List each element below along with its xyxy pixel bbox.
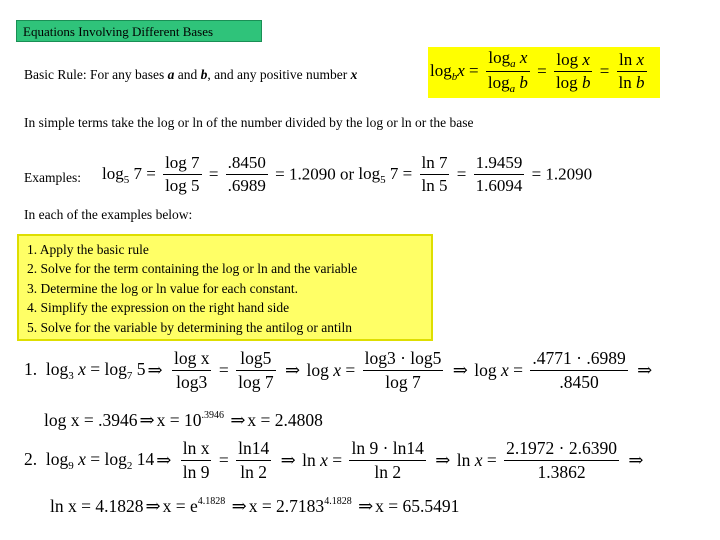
p2-n1: ln x	[181, 438, 212, 461]
example-den1: log 5	[165, 176, 200, 195]
steps-list	[17, 234, 433, 341]
problem-1-line-2: log x = .3946 ⇒ $x = 10^{.3946}$ ⇒ x = 2.4808	[44, 410, 323, 430]
example-result2: = 1.2090	[531, 164, 593, 184]
step-2: 2. Solve for the term containing the log or ln and the variable	[27, 261, 358, 277]
p1-line2c: x = 2.4808	[247, 410, 323, 430]
p2-d3: ln 2	[374, 462, 402, 482]
basic-rule-and: and	[174, 67, 201, 82]
p2-n4: 2.1972 · 2.6390	[504, 438, 619, 461]
p1-line2a: log x = .3946	[44, 410, 138, 430]
p1-d1: log3	[176, 372, 208, 392]
p1-d2: log 7	[238, 372, 274, 392]
basic-rule-text	[24, 67, 357, 83]
example-num4: 1.9459	[474, 153, 525, 175]
p1-n3: log3 · log5	[363, 348, 444, 371]
p2-d4: 1.3862	[537, 462, 586, 482]
example-result1: = 1.2090	[275, 164, 336, 184]
example-den2: .6989	[227, 176, 266, 195]
problem-2-line-2: ln x = 4.1828 ⇒ $x = e^{4.1828}$ ⇒ $x = 2.7183^{4.1828}$ ⇒ x = 65.5491	[50, 496, 460, 516]
p1-exp: .3946	[201, 410, 224, 421]
problem-1-label: 1.	[24, 359, 38, 379]
examples-formula: $\log_5 7$ = $\frac{\log 7}{\log 5}$ = $\frac{.8450}{.6989}$ = 1.2090 or $\log_5 7$ = $\frac{\ln 7}{\ln 5}$ = $\frac{1.9459}{1.6094}$ = 1.2090	[102, 153, 593, 195]
step-3: 3. Determine the log or ln value for each constant.	[27, 280, 299, 296]
example-den3: ln 5	[421, 176, 448, 195]
basic-rule-formula: $\log_bx$ = $\frac{\log_a x}{\log_a b}$ = $\frac{\text{log x}}{\text{log b}}$ = $\frac{\text{ln x}}{\text{ln b}}$	[428, 47, 660, 98]
problem-2-label: 2.	[24, 449, 38, 469]
p2-n3: ln 9 · ln14	[349, 438, 425, 461]
basic-rule-prefix: Basic Rule: For any bases	[24, 67, 168, 82]
p2-d2: ln 2	[240, 462, 268, 482]
example-den4: 1.6094	[475, 176, 523, 195]
step-1: 1. Apply the basic rule	[27, 242, 149, 257]
basic-rule-b: b	[200, 67, 208, 82]
p2-exp2: 4.1828	[324, 496, 352, 507]
p1-d3: log 7	[385, 372, 421, 392]
p2-line2d: x = 65.5491	[375, 496, 460, 516]
step-5: 5. Solve for the variable by determining the antilog or antiln	[27, 319, 353, 335]
example-num3: ln 7	[420, 153, 450, 175]
p1-n1: log x	[172, 348, 212, 371]
example-num2: .8450	[226, 153, 268, 175]
p2-exp1: 4.1828	[197, 496, 226, 507]
p1-d4: .8450	[559, 372, 599, 392]
p2-d1: ln 9	[182, 462, 210, 482]
problem-1-line-1: 1. $\log_3 x = \log_7 5$ ⇒ $\frac{\text{log x}}{\log 3}$ = $\frac{\log 5}{\log 7}$ ⇒ log x = $\frac{\log 3 \cdot \log 5}{\log 7}$ ⇒ log x = $\frac{.4771 \cdot .6989}{.8450}$ ⇒	[24, 348, 653, 392]
each-examples-text: In each of the examples below:	[24, 207, 193, 222]
step-4: 4. Simplify the expression on the right hand side	[27, 300, 290, 316]
basic-rule-x: x	[350, 67, 358, 82]
problem-2-line-1: 2. $\log_9 x = \log_2 14$ ⇒ $\frac{\text{ln x}}{\ln 9}$ = $\frac{\ln 14}{\ln 2}$ ⇒ ln x = $\frac{\ln 9 \cdot \ln 14}{\ln 2}$ ⇒ ln x = $\frac{2.1972 \cdot 2.6390}{1.3862}$ ⇒	[24, 438, 644, 482]
page-title: Equations Involving Different Bases	[16, 20, 262, 42]
simple-terms-text: In simple terms take the log or ln of the number divided by the log or ln or the base	[24, 115, 474, 130]
p1-line2b: x = 10	[156, 410, 202, 430]
p2-n2: ln14	[236, 438, 271, 461]
p1-n4: .4771 · .6989	[530, 348, 627, 371]
p2-line2c: x = 2.7183	[248, 496, 325, 516]
basic-rule-a: a	[167, 67, 175, 82]
p2-line2b: x = e	[162, 496, 198, 516]
example-or: or	[340, 164, 355, 184]
basic-rule-suffix: , and any positive number	[207, 67, 351, 82]
example-num1: log 7	[163, 153, 201, 175]
p1-n2: log5	[236, 348, 276, 371]
p2-line2a: ln x = 4.1828	[50, 496, 144, 516]
examples-label: Examples:	[24, 170, 81, 185]
